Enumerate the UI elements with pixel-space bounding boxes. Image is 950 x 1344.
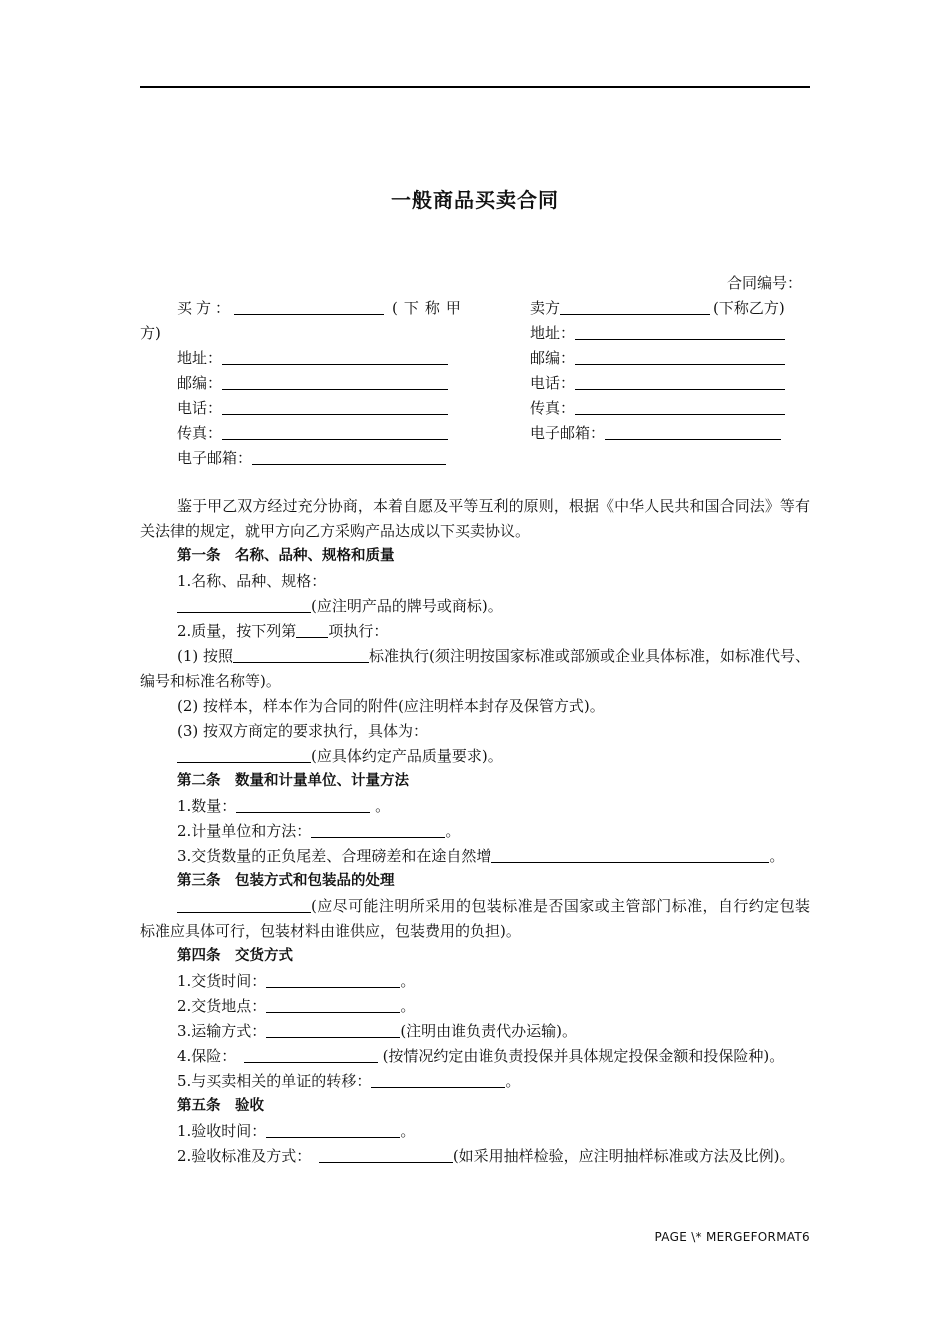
transport-blank[interactable] — [266, 1021, 400, 1038]
article4-item5: 5.与买卖相关的单证的转移： 。 — [177, 1072, 521, 1090]
delivery-time-blank[interactable] — [266, 971, 400, 988]
header-rule — [140, 86, 810, 88]
seller-phone-blank[interactable] — [575, 373, 785, 390]
seller-postcode-blank[interactable] — [575, 348, 785, 365]
buyer-email-blank[interactable] — [252, 448, 446, 465]
article1-sub3: (3) 按双方商定的要求执行，具体为： — [177, 722, 429, 740]
buyer-block — [140, 296, 467, 471]
seller-block — [530, 296, 810, 446]
buyer-label: 买方： — [177, 299, 235, 317]
seller-phone-line: 电话： — [530, 371, 810, 396]
quality-option-blank[interactable] — [296, 621, 328, 638]
seller-name-line: 卖方 (下称乙方) — [530, 299, 785, 317]
article5-heading: 第五条 验收 — [177, 1098, 264, 1114]
seller-name-blank[interactable] — [560, 298, 710, 315]
buyer-address-line: 地址： — [140, 346, 460, 371]
buyer-address-blank[interactable] — [222, 348, 448, 365]
contract-body — [140, 494, 810, 1169]
article1-sub3-note: (应具体约定产品质量要求)。 — [140, 744, 810, 769]
seller-email-blank[interactable] — [605, 423, 781, 440]
seller-postcode-line: 邮编： — [530, 346, 810, 371]
article3-heading: 第三条 包装方式和包装品的处理 — [177, 873, 395, 889]
measure-method-blank[interactable] — [311, 821, 445, 838]
delivery-place-blank[interactable] — [266, 996, 400, 1013]
seller-address-line: 地址： — [530, 321, 810, 346]
buyer-phone-line: 电话： — [140, 396, 460, 421]
packaging-blank[interactable] — [177, 896, 311, 913]
inspection-standard-blank[interactable] — [319, 1146, 453, 1163]
buyer-suffix: (下称甲 — [392, 299, 467, 317]
seller-fax-line: 传真： — [530, 396, 810, 421]
seller-email-line: 电子邮箱： — [530, 421, 810, 446]
buyer-postcode-line: 邮编： — [140, 371, 460, 396]
buyer-email-line: 电子邮箱： — [140, 446, 460, 471]
seller-fax-blank[interactable] — [575, 398, 785, 415]
article5-item2: 2.验收标准及方式： (如采用抽样检验，应注明抽样标准或方法及比例)。 — [177, 1147, 795, 1165]
intro-paragraph: 鉴于甲乙双方经过充分协商，本着自愿及平等互利的原则，根据《中华人民共和国合同法》等有关法律的规定，就甲方向乙方采购产品达成以下买卖协议。 — [140, 497, 810, 540]
seller-address-blank[interactable] — [575, 323, 785, 340]
article2-item1: 1.数量： 。 — [177, 797, 391, 815]
article4-heading: 第四条 交货方式 — [177, 948, 293, 964]
quantity-blank[interactable] — [236, 796, 370, 813]
buyer-fax-line: 传真： — [140, 421, 460, 446]
article2-item2: 2.计量单位和方法： 。 — [177, 822, 461, 840]
article4-item2: 2.交货地点： 。 — [177, 997, 416, 1015]
quality-requirement-blank[interactable] — [177, 746, 311, 763]
article4-item4: 4.保险： (按情况约定由谁负责投保并具体规定投保金额和投保险种)。 — [177, 1047, 785, 1065]
article1-heading: 第一条 名称、品种、规格和质量 — [177, 548, 395, 564]
buyer-fax-blank[interactable] — [222, 423, 448, 440]
tolerance-blank[interactable] — [491, 846, 769, 863]
contract-number-label: 合同编号： — [726, 274, 802, 292]
standard-blank[interactable] — [233, 646, 369, 663]
inspection-time-blank[interactable] — [266, 1121, 400, 1138]
article4-item1: 1.交货时间： 。 — [177, 972, 416, 990]
brand-blank[interactable] — [177, 596, 311, 613]
buyer-suffix-cont: 方) — [140, 324, 161, 342]
article5-item1: 1.验收时间： 。 — [177, 1122, 416, 1140]
article2-item3: 3.交货数量的正负尾差、合理磅差和在途自然增 。 — [177, 847, 785, 865]
article1-item1: 1.名称、品种、规格： — [177, 572, 327, 590]
buyer-postcode-blank[interactable] — [222, 373, 448, 390]
article4-item3: 3.运输方式： (注明由谁负责代办运输)。 — [177, 1022, 578, 1040]
article3-note: (应尽可能注明所采用的包装标准是否国家或主管部门标准，自行约定包装标准应具体可行，包装材料由谁供应，包装费用的负担)。 — [140, 897, 810, 940]
article1-item1-note: (应注明产品的牌号或商标)。 — [140, 594, 810, 619]
page-footer: PAGE \* MERGEFORMAT6 — [654, 1230, 810, 1244]
article1-sub2: (2) 按样本，样本作为合同的附件(应注明样本封存及保管方式)。 — [177, 697, 605, 715]
article1-sub1: (1) 按照 标准执行(须注明按国家标准或部颁或企业具体标准，如标准代号、编号和标准名称等)。 — [140, 647, 810, 690]
insurance-blank[interactable] — [244, 1046, 378, 1063]
buyer-name-line — [140, 296, 467, 321]
document-title: 一般商品买卖合同 — [391, 188, 559, 212]
article2-heading: 第二条 数量和计量单位、计量方法 — [177, 773, 409, 789]
article1-item2: 2.质量，按下列第 项执行： — [177, 622, 389, 640]
documents-blank[interactable] — [371, 1071, 505, 1088]
buyer-phone-blank[interactable] — [222, 398, 448, 415]
buyer-name-blank[interactable] — [234, 298, 384, 315]
